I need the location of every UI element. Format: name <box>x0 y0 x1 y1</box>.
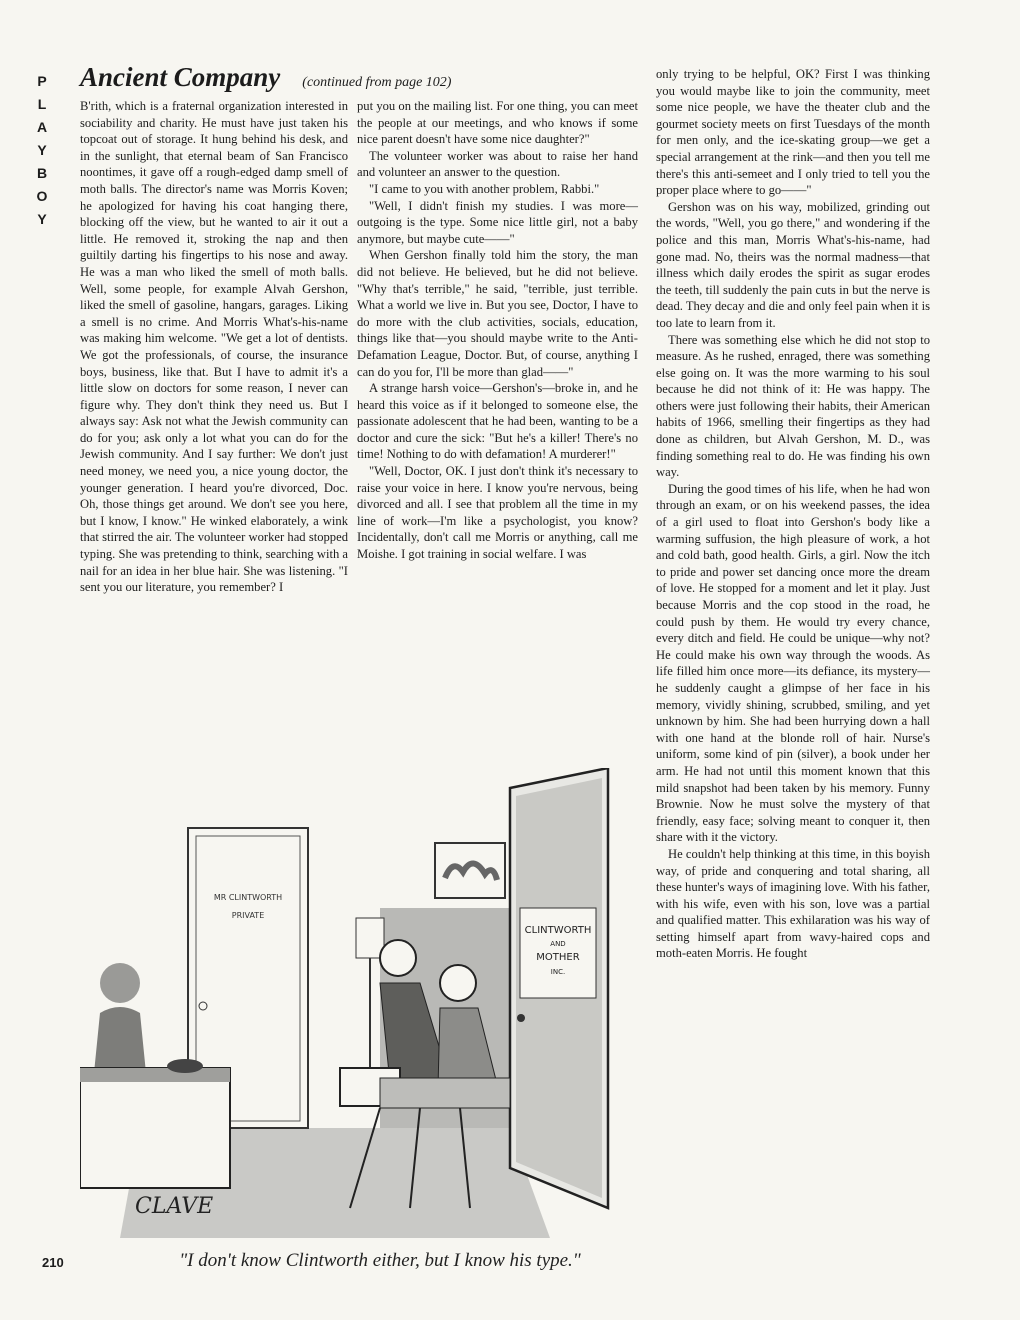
text-column-3 <box>656 66 930 962</box>
paragraph: There was something else which he did not stop to measure. As he rushed, enraged, there was something else going on. It was the more warming to his soul because he did not think of it: He was happy. The others were just following their habits, their American habits of 1966, smelling their fingertips as they had done as children, but Alvah Gershon, M. D., was finding something real to do. He was finding his own way. <box>656 332 930 480</box>
sidebar-letter: Y <box>37 211 47 227</box>
sidebar-letter: P <box>37 73 47 89</box>
article-title: Ancient Company <box>80 62 281 92</box>
artist-signature: CLAVE <box>135 1194 214 1219</box>
paragraph: only trying to be helpful, OK? First I was thinking you would maybe like to join the community, meet some nice people, we have the theater club and the gourmet society meets on first Tuesdays of the month for men only, and the ice-skating group—we get a special arrangement at the rink—and then you tell me there's this anti-semeet and I only tried to tell you the proper place where to go——" <box>656 67 930 198</box>
page-number: 210 <box>42 1255 64 1270</box>
paragraph: put you on the mailing list. For one thing, you can meet the people at our meetings, and who knows if some nice parent doesn't have some nice daughter?" <box>357 99 638 147</box>
article-header <box>80 62 451 93</box>
sidebar-letter: A <box>36 119 48 135</box>
door-right-label-2: AND <box>550 940 566 948</box>
paragraph: "Well, Doctor, OK. I just don't think it's necessary to raise your voice in here. I know you're nervous, being divorced and all. I see that problem all the time in my line of work—I'm like a psychologist, you know? Incidentally, don't call me Morris or anything, call me Moishe. I got training in social welfare. I was <box>357 464 638 562</box>
door-left-label-2: PRIVATE <box>231 911 265 920</box>
paragraph: "Well, I didn't finish my studies. I was more—outgoing is the type. Some nice little girl, not a baby anymore, but maybe cute——" <box>357 198 638 246</box>
cartoon-illustration <box>80 768 642 1238</box>
paragraph: B'rith, which is a fraternal organization interested in sociability and charity. He must have just taken his topcoat out of storage. It hung behind his desk, and in the sunlight, that eternal beam of San Francisco noontimes, it gave off a rough-edged damp smell of moth balls. The director's name was Morris Koven; he apologized for having his coat hanging there, blocking off the view, but he wanted to air it out a little. He removed it, stroking the nap and then guiltily darting his fingertips to his nose and away. He was a man who liked the smell of moth balls. Well, some people, for example Alvah Gershon, liked the smell of gasoline, hangars, garages. Liking a smell is no crime. And Morris What's-his-name was making him welcome. "We get a lot of dentists. We got the professionals, of course, the insurance boys, business, like that. But I have to admit it's a little slow on doctors for some reason, I never can figure why. They don't think they need us. But I always say: Ask not what the Jewish community can do for you; ask only a lot what you can do for the Jewish community. And I say further: We don't just need money, we need you, a nice young doctor, the younger generation. I heard you're divorced, Doc. Oh, those things get around. We don't see you here, but I know, I know." He winked elaborately, a wink that stirred the air. The volunteer worker had stopped typing. She was pretending to think, searching with a nail for an idea in her blue hair. She was listening. "I sent you our literature, you remember? I <box>80 99 348 595</box>
continued-note: (continued from page 102) <box>302 75 452 90</box>
door-right-label-1: CLINTWORTH <box>524 925 592 936</box>
sidebar-letter: L <box>37 96 47 112</box>
door-left-label-1: MR CLINTWORTH <box>213 893 283 902</box>
paragraph: "I came to you with another problem, Rabbi." <box>369 181 600 196</box>
sidebar-letter: Y <box>37 142 47 158</box>
door-right-label-3: MOTHER <box>536 952 580 963</box>
sidebar-letter: O <box>36 188 48 204</box>
text-column-2 <box>357 98 638 563</box>
text-column-1 <box>80 98 348 596</box>
magazine-sidebar-title <box>33 70 51 231</box>
paragraph: He couldn't help thinking at this time, in this boyish way, of pride and conquering and total sharing, all these hunter's ways of imagining love. With his father, with his wife, even with his son, love was a partial and qualified matter. This exhilaration was his way of setting himself apart from wavy-haired cops and moth-eaten Morris. He fought <box>656 846 930 961</box>
paragraph: When Gershon finally told him the story, the man did not believe. He believed, but he did not believe. "Why that's terrible," he said, "terrible, just terrible. What a world we live in. But you see, Doctor, I have to do more with the club activities, socials, education, things like that—you should maybe write to the Anti-Defamation League, Doctor. But, of course, anything I can do you for, I'll be more than glad——" <box>357 248 638 379</box>
cartoon-drawing <box>80 768 642 1238</box>
paragraph: Gershon was on his way, mobilized, grinding out the words, "Well, you go there," and wondering if the police and this man, Morris What's-his-name, had gone mad. No, theirs was the normal madness—that illness which daily erodes the spirit as sugar erodes the teeth, till suddenly the pain cuts in but the nerve is dead. They decay and die and only feel pain when it is too late to learn from it. <box>656 199 930 330</box>
cartoon-caption: "I don't know Clintworth either, but I know his type." <box>179 1250 581 1271</box>
paragraph: During the good times of his life, when he had won through an exam, or on his weekend passes, the idea of a girl used to float into Gershon's body like a warming suffusion, the high pleasure of work, a hot and cold bath, good health. Girls, a girl. Now the itch to pride and power set dancing once more the dream of love. He stopped for a moment and let it play. Just because Morris and the cop stood in the road, he could push by them. He would try every chance, every ditch and field. He could be unique—why not? He could make his own way through the woods. As life filled him once more—its defiance, its mystery—he suddenly caught a glimpse of her face in his memory, vividly shining, scrubbed, smiling, and yet unknown by him. She had been hurrying down a hall with one hand at the blonde roll of hair. Nurse's uniform, some kind of pin (silver), a book under her arm. He had not until this moment known that this mild snapshot had been taken by his memory. Funny Brownie. Now he must solve the mystery of that friendly, easy face; solving meant to conquer it, then share with it the victory. <box>656 481 930 845</box>
paragraph: The volunteer worker was about to raise her hand and volunteer an answer to the question. <box>357 148 638 180</box>
door-right-label-4: INC. <box>550 968 566 976</box>
sidebar-letter: B <box>36 165 48 181</box>
paragraph: A strange harsh voice—Gershon's—broke in, and he heard this voice as if it belonged to someone else, the passionate adolescent that he had been, wanting to be a doctor and cure the sick: "But he's a killer! There's no time! Nothing to do with defamation! A murderer!" <box>357 381 638 462</box>
